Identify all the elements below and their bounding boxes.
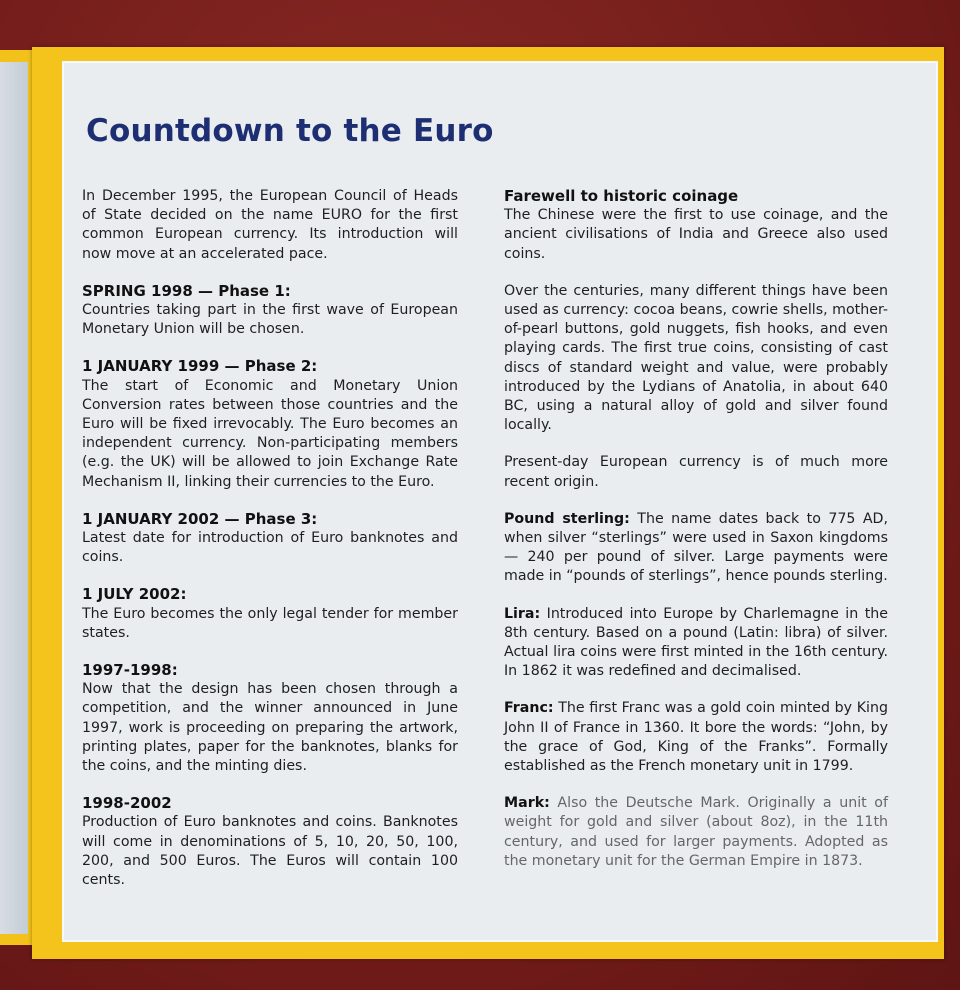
- section-body: Latest date for introduction of Euro banknotes and coins.: [82, 530, 458, 566]
- entry-term: Lira:: [504, 605, 541, 622]
- entry-term: Franc:: [504, 700, 554, 717]
- section-body: Now that the design has been chosen through a competition, and the winner announced in June 1997, work is proceeding on preparing the artwork, printing plates, paper for the banknotes, blanks for the coins, and the minting dies.: [82, 681, 458, 775]
- section-body: Production of Euro banknotes and coins. Banknotes will come in denominations of 5, 10, 20, 50, 100, 200, and 500 Euros. The Euros will contain 100 cents.: [82, 814, 458, 889]
- entry-body: The first Franc was a gold coin minted by King John II of France in 1360. It bore the words: “John, by the grace of God, King of the Franks”. Formally established as the French monetary unit in 1799.: [504, 700, 888, 775]
- section-body: Countries taking part in the first wave of European Monetary Union will be chosen.: [82, 302, 458, 338]
- entry-body: The name dates back to 775 AD, when silver “sterlings” were used in Saxon kingdoms — 240 per pound of silver. Large payments were made in “pounds of sterlings”, hence pounds sterling.: [504, 510, 888, 585]
- section-phase-2: [82, 357, 458, 491]
- coinage-present-block: [504, 453, 888, 491]
- intro-block: [82, 187, 458, 264]
- entry-lira: [504, 605, 888, 682]
- coinage-history-block: [504, 282, 888, 436]
- section-july-2002: [82, 585, 458, 643]
- entry-franc: [504, 699, 888, 776]
- adjacent-page-panel: [0, 62, 28, 934]
- left-column: [82, 187, 458, 908]
- section-phase-1: [82, 282, 458, 340]
- entry-text: [504, 605, 888, 682]
- coinage-para-2: Over the centuries, many different things have been used as currency: cocoa beans, cowrie shells, mother-of-pearl buttons, gold nuggets, fish hooks, and even playing cards. The first true coins, consisting of cast discs of standard weight and value, were probably introduced by the Lydians of Anatolia, in about 640 BC, using a natural alloy of gold and silver found locally.: [504, 282, 888, 434]
- section-heading: 1 JANUARY 1999 — Phase 2:: [82, 357, 318, 376]
- entry-text: [504, 699, 888, 776]
- entry-text: [504, 510, 888, 587]
- coinage-para-3: Present-day European currency is of much more recent origin.: [504, 454, 888, 490]
- section-heading: 1998-2002: [82, 794, 172, 813]
- section-heading: SPRING 1998 — Phase 1:: [82, 281, 291, 300]
- section-heading: 1997-1998:: [82, 661, 178, 680]
- entry-term: Pound sterling:: [504, 510, 630, 527]
- page-title: Countdown to the Euro: [86, 113, 494, 149]
- section-1998-2002: [82, 794, 458, 890]
- entry-text: [504, 794, 888, 871]
- section-heading: 1 JULY 2002:: [82, 585, 187, 604]
- section-body: The Euro becomes the only legal tender for member states.: [82, 605, 458, 641]
- section-1997-1998: [82, 661, 458, 776]
- right-column: [504, 187, 888, 889]
- entry-mark: [504, 794, 888, 871]
- text-panel: [62, 61, 938, 942]
- entry-term: Mark:: [504, 795, 550, 812]
- booklet-page: [32, 47, 944, 959]
- section-body: The start of Economic and Monetary Union Conversion rates between those countries and the Euro will be fixed irrevocably. The Euro becomes an independent currency. Non-participating members (e.g. the UK) will be allowed to join Exchange Rate Mechanism II, linking their currencies to the Euro.: [82, 377, 458, 490]
- section-phase-3: [82, 510, 458, 568]
- coinage-para-1: The Chinese were the first to use coinage, and the ancient civilisations of India and Greece also used coins.: [504, 207, 888, 262]
- entry-body: Also the Deutsche Mark. Originally a unit of weight for gold and silver (about 8oz), in the 11th century, and used for larger payments. Adopted as the monetary unit for the German Empire in 1873.: [504, 795, 888, 869]
- coinage-intro-block: [504, 187, 888, 264]
- entry-pound-sterling: [504, 510, 888, 587]
- section-heading: Farewell to historic coinage: [504, 187, 739, 205]
- entry-body: Introduced into Europe by Charlemagne in the 8th century. Based on a pound (Latin: libra) of silver. Actual lira coins were first minted in the 16th century. In 1862 it was redefined and decimalised.: [504, 605, 888, 680]
- section-heading: 1 JANUARY 2002 — Phase 3:: [82, 509, 318, 528]
- intro-text: In December 1995, the European Council of Heads of State decided on the name EURO for the first common European currency. Its introduction will now move at an accelerated pace.: [82, 188, 458, 262]
